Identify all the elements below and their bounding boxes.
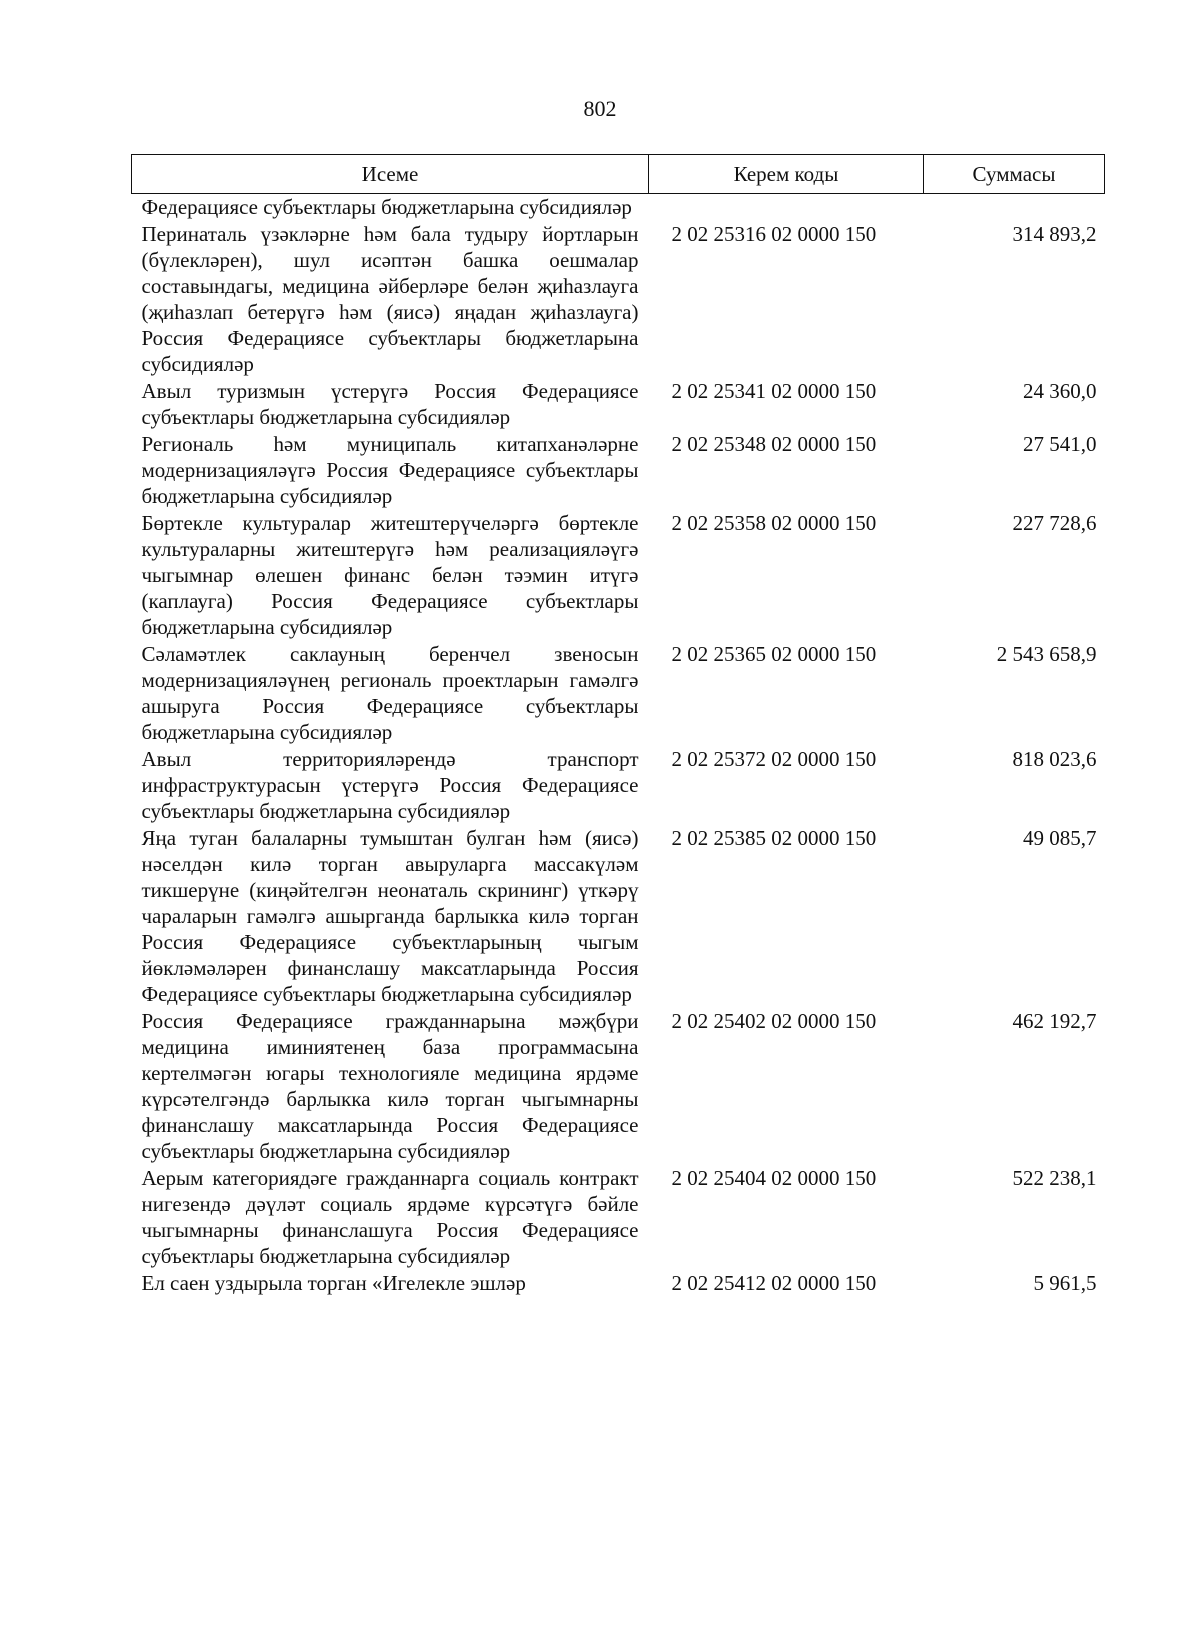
- table-row: [132, 431, 1105, 510]
- table-row: [132, 1165, 1105, 1270]
- table-row: [132, 378, 1105, 431]
- row-sum: 818 023,6: [1012, 747, 1097, 771]
- table-row: [132, 825, 1105, 1008]
- row-sum: 2 543 658,9: [996, 642, 1097, 666]
- row-code: 2 02 25316 02 0000 150: [671, 222, 877, 246]
- table-row: [132, 1008, 1105, 1165]
- header-row: [132, 155, 1105, 194]
- row-sum: 462 192,7: [1012, 1009, 1097, 1033]
- row-name: Региональ һәм муниципаль китапханәләрне модернизацияләүгә Россия Федерациясе субъектлары бюджетларына субсидияләр: [141, 432, 639, 508]
- row-name: Россия Федерациясе гражданнарына мәҗбүри медицина иминиятенең база программасына кертелмәгән югары технологияле медицина ярдәме күрсәтелгәндә барлыкка килә торган чыгымнарны финанслашу максатларында Россия Федерациясе субъектлары бюджетларына субсидияләр: [141, 1009, 639, 1163]
- row-sum: [924, 194, 1105, 222]
- row-name: Авыл территорияләрендә транспорт инфраструктурасын үстерүгә Россия Федерациясе субъектлары бюджетларына субсидияләр: [141, 747, 639, 823]
- row-sum: 522 238,1: [1012, 1166, 1097, 1190]
- row-name: Перинаталь үзәкләрне һәм бала тудыру йортларын (бүлекләрен), шул исәптән башка оешмалар составындагы, медицина әйберләре белән җиһазлауга (җиһазлап бетерүгә һәм (яисә) яңадан җиһазлауга) Россия Федерациясе субъектлары бюджетларына субсидияләр: [141, 222, 639, 376]
- table-row: [132, 1270, 1105, 1297]
- budget-table: [131, 154, 1105, 1297]
- row-name: Аерым категориядәге гражданнарга социаль контракт нигезендә дәүләт социаль ярдәме күрсәтүгә бәйле чыгымнарны финанслашуга Россия Федерациясе субъектлары бюджетларына субсидияләр: [141, 1166, 639, 1268]
- row-code: 2 02 25358 02 0000 150: [671, 511, 877, 535]
- header-code: Керем коды: [649, 155, 924, 194]
- row-sum: 5 961,5: [1033, 1271, 1097, 1295]
- header-name: Исеме: [132, 155, 649, 194]
- row-name: Бөртекле культуралар житештерүчеләргә бөртекле культураларны житештерүгә һәм реализацияләүгә чыгымнар өлешен финанс белән тәэмин итүгә (каплауга) Россия Федерациясе субъектлары бюджетларына субсидияләр: [141, 511, 639, 639]
- row-code: 2 02 25372 02 0000 150: [671, 747, 877, 771]
- header-sum: Суммасы: [924, 155, 1105, 194]
- row-code: 2 02 25365 02 0000 150: [671, 642, 877, 666]
- row-sum: 49 085,7: [1023, 826, 1097, 850]
- row-code: 2 02 25341 02 0000 150: [671, 379, 877, 403]
- row-name: Авыл туризмын үстерүгә Россия Федерациясе субъектлары бюджетларына субсидияләр: [141, 379, 639, 429]
- table-row: [132, 746, 1105, 825]
- row-sum: 314 893,2: [1012, 222, 1097, 246]
- row-sum: 27 541,0: [1023, 432, 1097, 456]
- row-code: 2 02 25348 02 0000 150: [671, 432, 877, 456]
- table-row: [132, 221, 1105, 378]
- row-name: Сәламәтлек саклауның беренчел звеносын модернизацияләүнең региональ проектларын гамәлгә ашыруга Россия Федерациясе субъектлары бюджетларына субсидияләр: [141, 642, 639, 744]
- row-code: 2 02 25404 02 0000 150: [671, 1166, 877, 1190]
- row-name: Федерациясе субъектлары бюджетларына субсидияләр: [141, 195, 632, 219]
- row-sum: 24 360,0: [1023, 379, 1097, 403]
- row-code: 2 02 25402 02 0000 150: [671, 1009, 877, 1033]
- table-row: [132, 194, 1105, 222]
- table-body: [132, 194, 1105, 1298]
- row-code: 2 02 25385 02 0000 150: [671, 826, 877, 850]
- row-code: 2 02 25412 02 0000 150: [671, 1271, 877, 1295]
- page-number: 802: [583, 96, 617, 121]
- row-sum: 227 728,6: [1012, 511, 1097, 535]
- row-name: Яңа туган балаларны тумыштан булган һәм (яисә) нәселдән килә торган авыруларга массакүләм тикшерүне (киңәйтелгән неонаталь скрининг) үткәрү чараларын гамәлгә ашырганда барлыкка килә торган Россия Федерациясе субъектларының чыгым йөкләмәләрен финанслашу максатларында Россия Федерациясе субъектлары бюджетларына субсидияләр: [141, 826, 639, 1006]
- table-header: [132, 155, 1105, 194]
- row-code: [649, 194, 924, 222]
- row-name: Ел саен уздырыла торган «Игелекле эшләр: [141, 1271, 526, 1295]
- table-row: [132, 641, 1105, 746]
- table-row: [132, 510, 1105, 641]
